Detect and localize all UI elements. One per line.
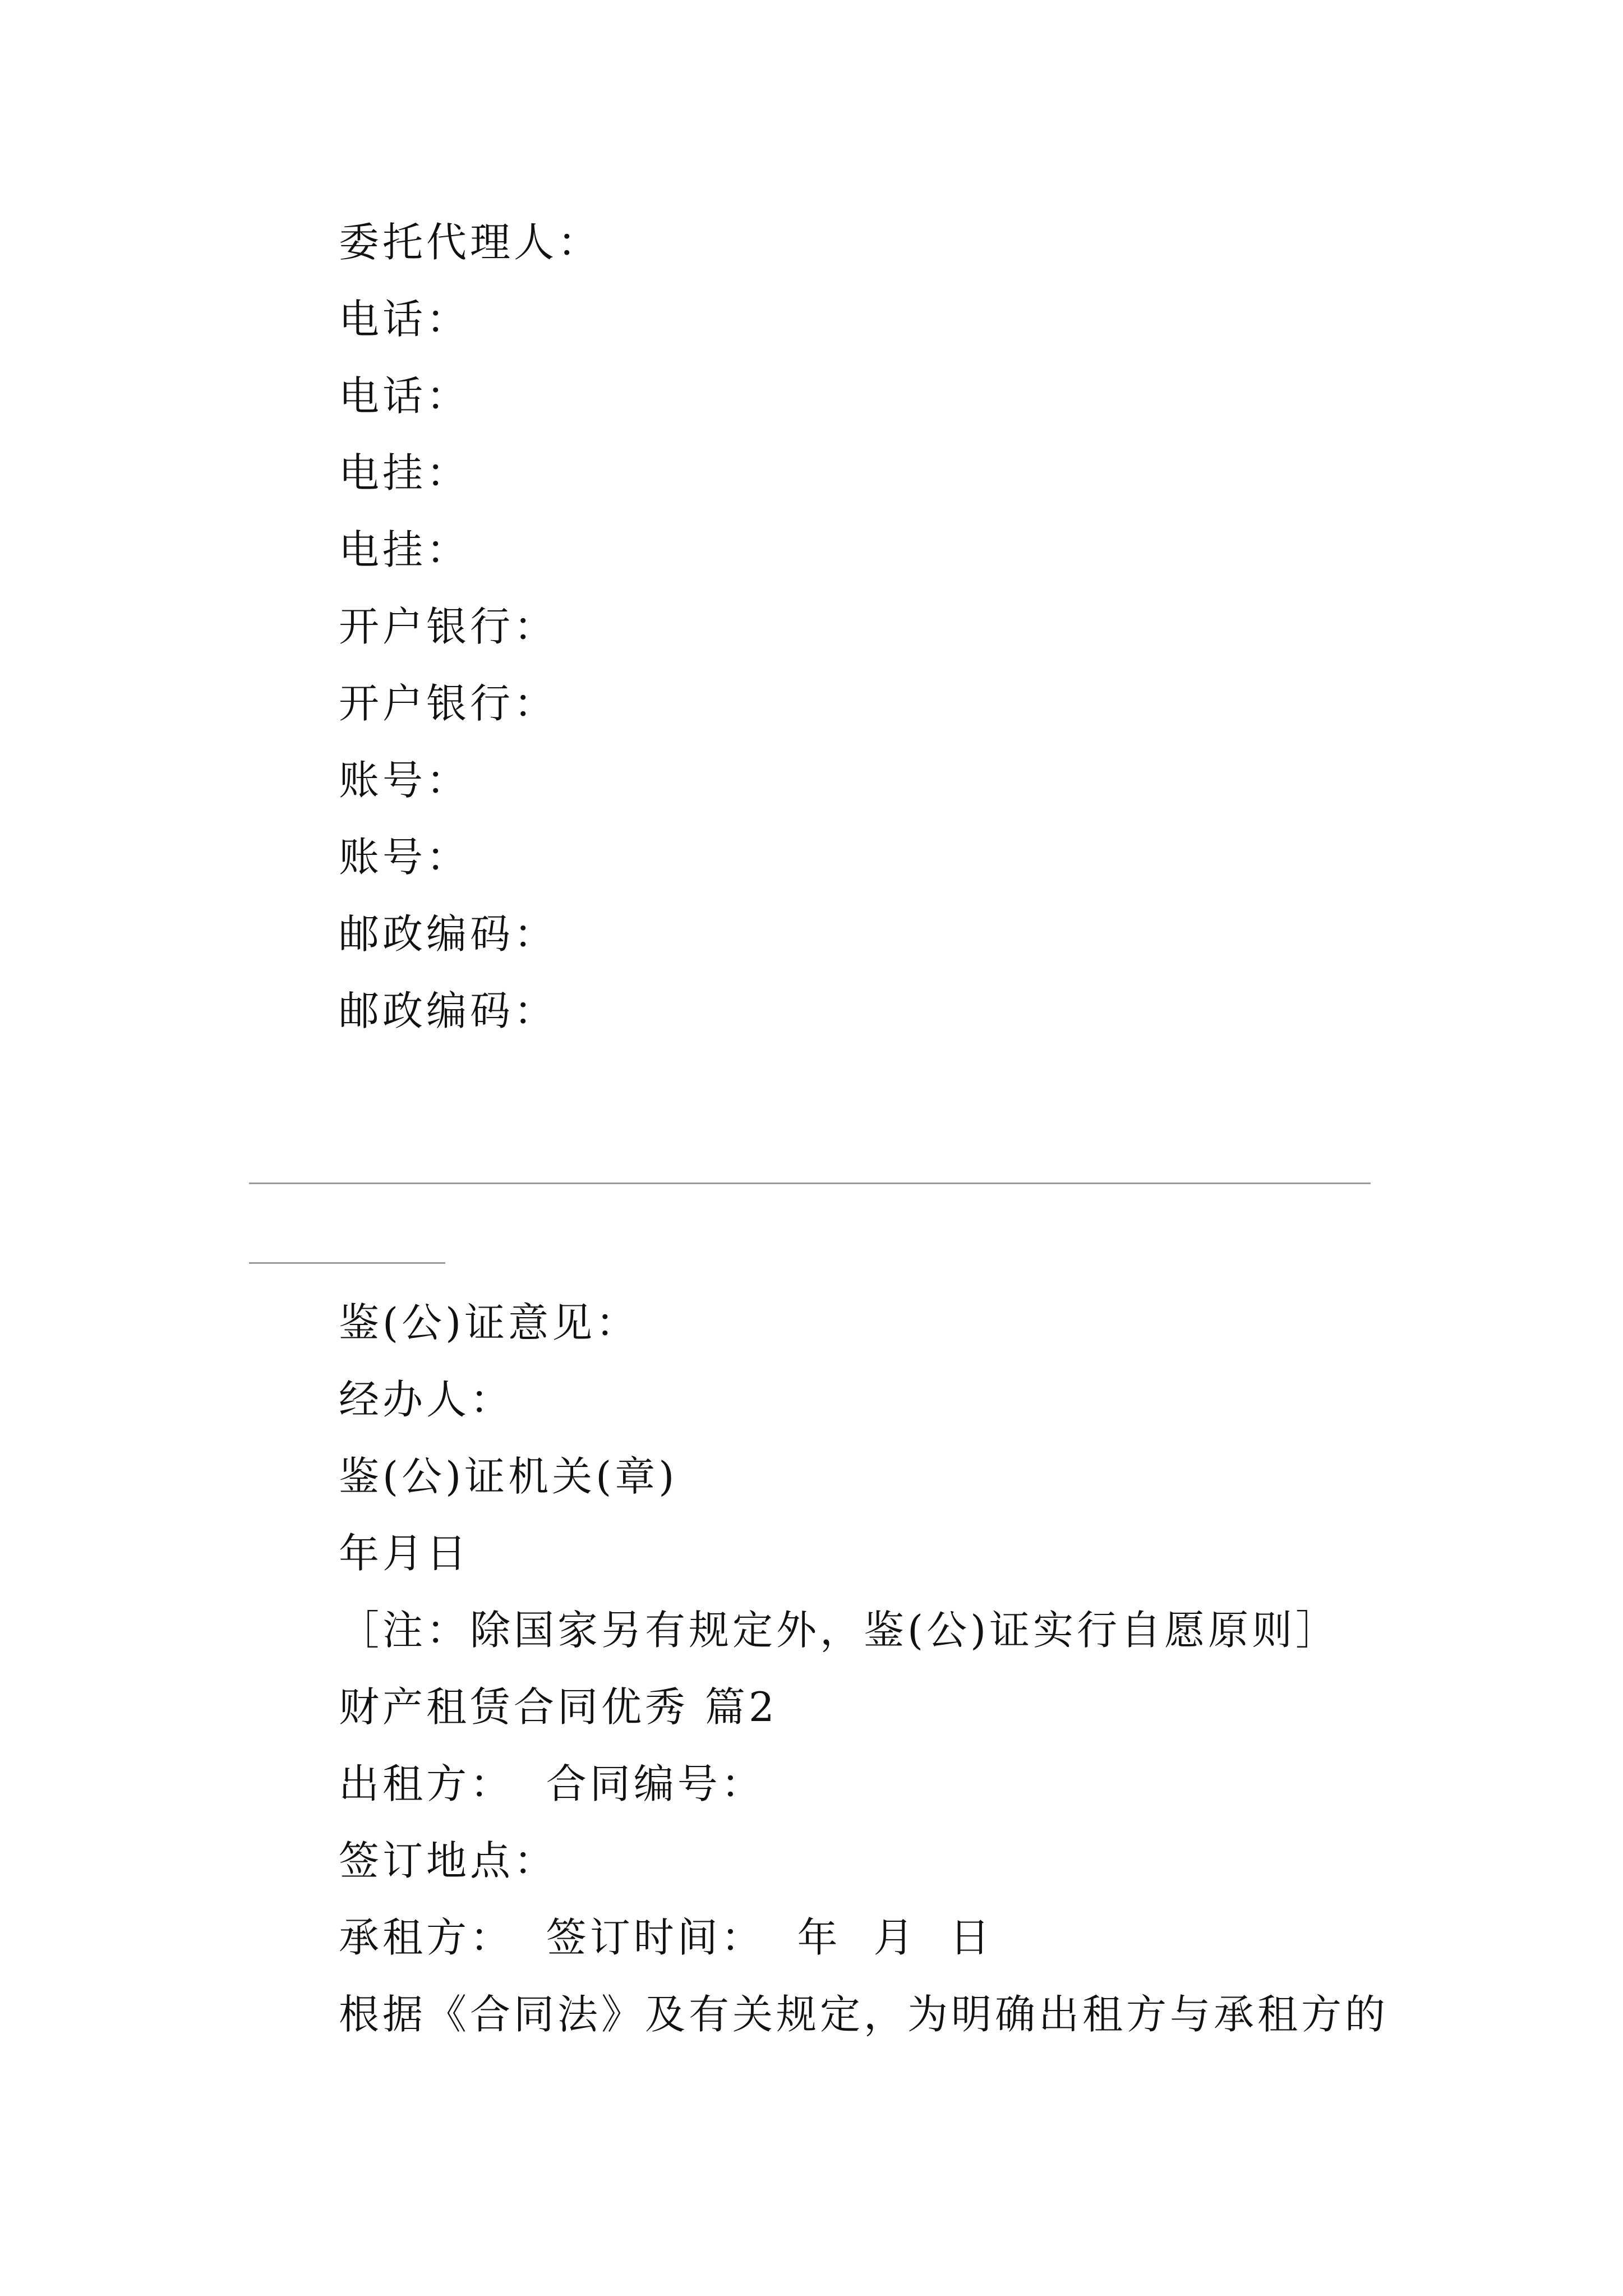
signing-place-line: 签订地点： bbox=[339, 1837, 558, 1884]
phone-label-1: 电话： bbox=[339, 296, 471, 343]
contract-title: 财产租赁合同优秀 篇2 bbox=[339, 1683, 778, 1731]
date-label: 年月日 bbox=[339, 1530, 471, 1577]
phone-label-2: 电话： bbox=[339, 372, 471, 420]
bank-label-2: 开户银行： bbox=[339, 680, 558, 727]
notary-opinion-label: 鉴(公)证意见： bbox=[339, 1299, 640, 1346]
separator-line bbox=[249, 1182, 1371, 1184]
separator-line-short bbox=[249, 1262, 445, 1264]
handler-label: 经办人： bbox=[339, 1376, 514, 1423]
account-label-1: 账号： bbox=[339, 757, 471, 804]
lessee-line: 承租方： 签订时间： 年 月 日 bbox=[339, 1914, 994, 1961]
telegraph-label-1: 电挂： bbox=[339, 449, 471, 496]
telegraph-label-2: 电挂： bbox=[339, 526, 471, 573]
body-paragraph-start: 根据《合同法》及有关规定，为明确出租方与承租方的 bbox=[339, 1991, 1389, 2038]
bank-label-1: 开户银行： bbox=[339, 603, 558, 650]
account-label-2: 账号： bbox=[339, 834, 471, 881]
notary-authority-label: 鉴(公)证机关(章) bbox=[339, 1453, 678, 1500]
agent-label: 委托代理人： bbox=[339, 219, 602, 266]
postcode-label-2: 邮政编码： bbox=[339, 987, 558, 1034]
postcode-label-1: 邮政编码： bbox=[339, 910, 558, 958]
lessor-line: 出租方： 合同编号： bbox=[339, 1760, 765, 1807]
notary-note: ［注：除国家另有规定外，鉴(公)证实行自愿原则］ bbox=[339, 1607, 1340, 1654]
